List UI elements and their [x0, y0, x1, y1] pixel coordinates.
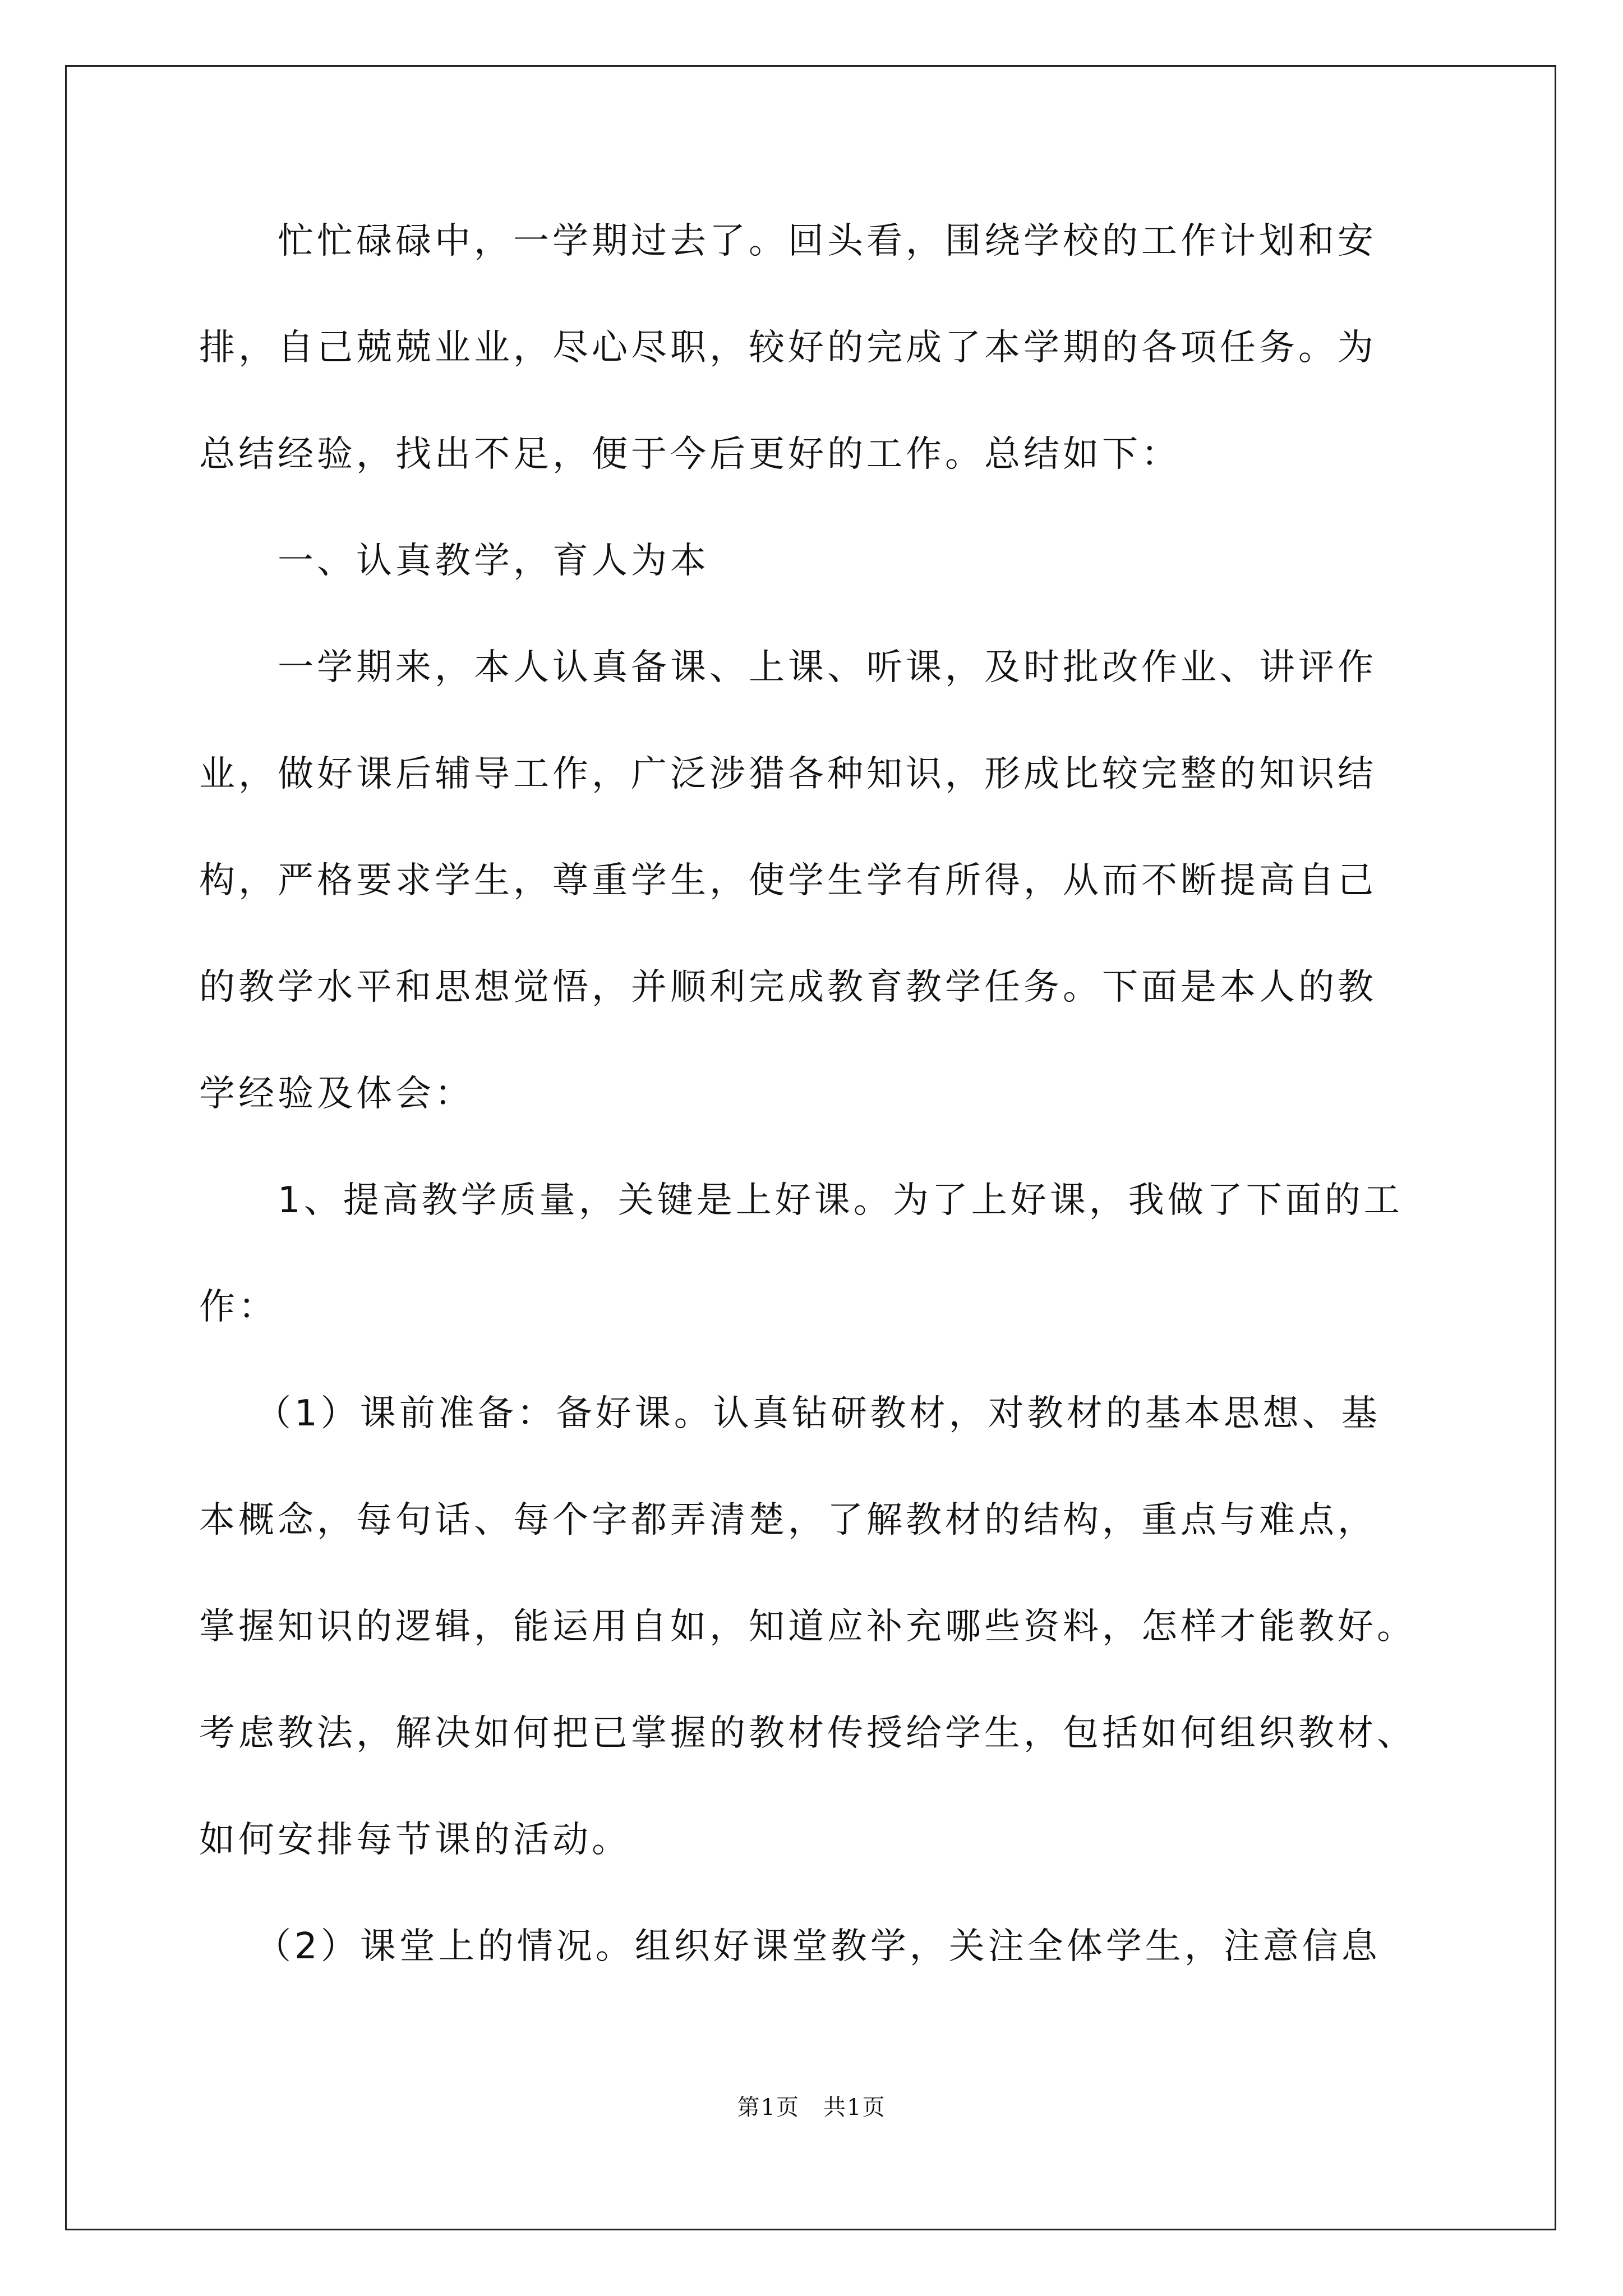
- paragraph-line: 考虑教法，解决如何把已掌握的教材传授给学生，包括如何组织教材、: [199, 1713, 1416, 1754]
- page-border: [65, 65, 1556, 2230]
- paragraph-line: （1）课前准备：备好课。认真钻研教材，对教材的基本思想、基: [255, 1393, 1381, 1434]
- paragraph-line: 本概念，每句话、每个字都弄清楚，了解教材的结构，重点与难点，: [199, 1499, 1377, 1541]
- paragraph-line: 一学期来，本人认真备课、上课、听课，及时批改作业、讲评作: [278, 647, 1377, 688]
- paragraph-line: 1、提高教学质量，关键是上好课。为了上好课，我做了下面的工: [278, 1180, 1403, 1221]
- paragraph-line: 业，做好课后辅导工作，广泛涉猎各种知识，形成比较完整的知识结: [199, 753, 1377, 795]
- paragraph-line: 排，自己兢兢业业，尽心尽职，较好的完成了本学期的各项任务。为: [199, 327, 1377, 369]
- paragraph-line: 学经验及体会：: [199, 1073, 474, 1115]
- paragraph-line: 掌握知识的逻辑，能运用自如，知道应补充哪些资料，怎样才能教好。: [199, 1606, 1416, 1648]
- paragraph-line: （2）课堂上的情况。组织好课堂教学，关注全体学生，注意信息: [255, 1926, 1381, 1967]
- section-heading: 一、认真教学，育人为本: [278, 540, 709, 582]
- paragraph-line: 的教学水平和思想觉悟，并顺利完成教育教学任务。下面是本人的教: [199, 967, 1377, 1008]
- page-number-footer: 第1页 共1页: [737, 2095, 886, 2120]
- paragraph-line: 构，严格要求学生，尊重学生，使学生学有所得，从而不断提高自己: [199, 860, 1377, 901]
- paragraph-line: 忙忙碌碌中，一学期过去了。回头看，围绕学校的工作计划和安: [278, 220, 1377, 262]
- paragraph-line: 如何安排每节课的活动。: [199, 1819, 631, 1861]
- paragraph-line: 作：: [199, 1286, 278, 1328]
- paragraph-line: 总结经验，找出不足，便于今后更好的工作。总结如下：: [199, 434, 1181, 475]
